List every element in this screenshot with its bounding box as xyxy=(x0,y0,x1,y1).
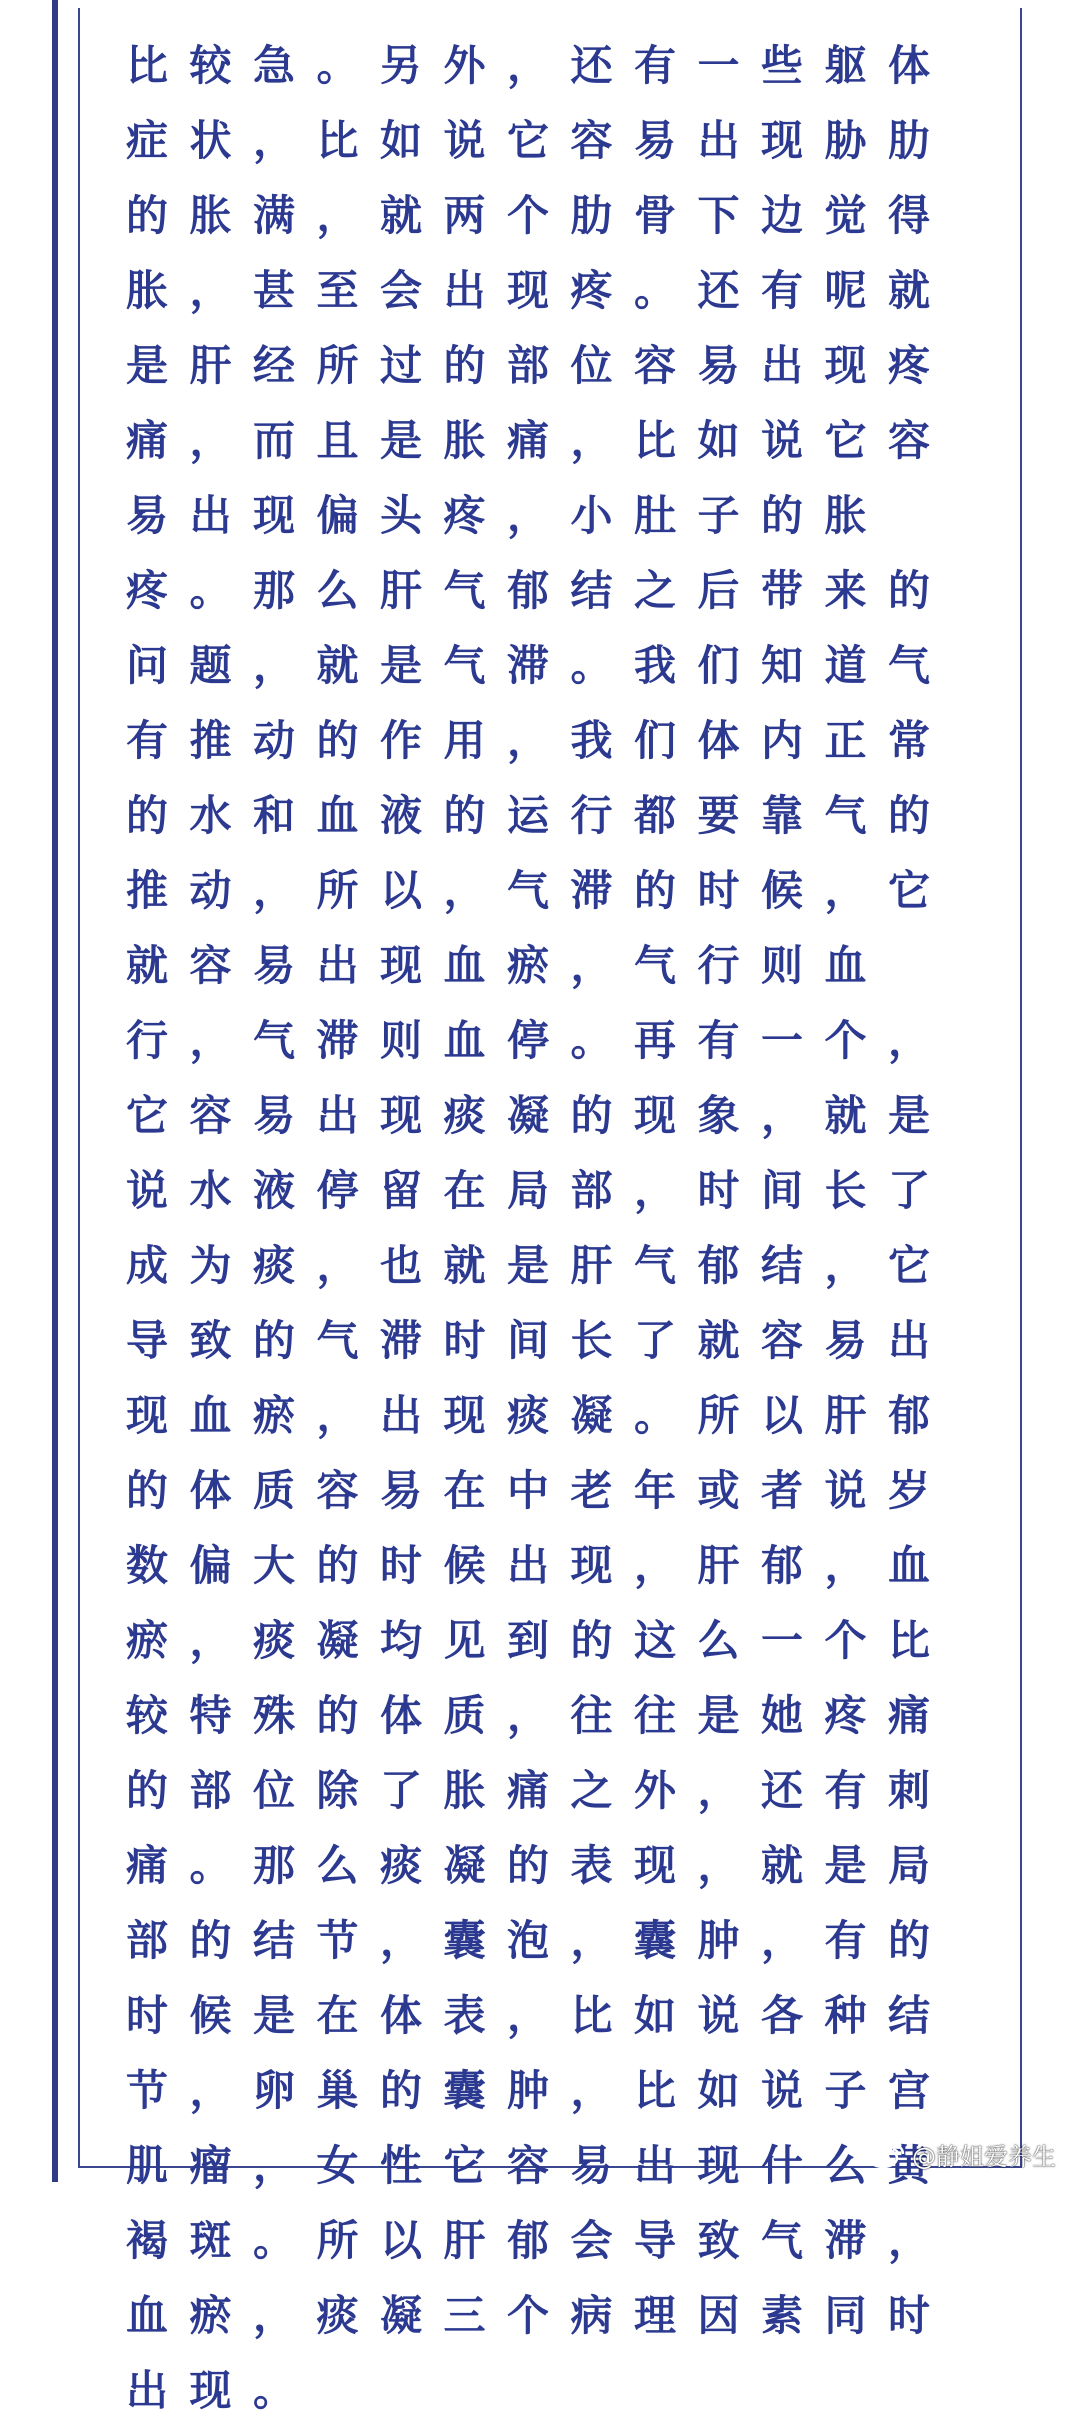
weibo-icon xyxy=(866,2141,906,2169)
article-paragraph: 比较急。另外，还有一些躯体症状，比如说它容易出现胁肋的胀满，就两个肋骨下边觉得胀，甚至会出现疼。还有呢就是肝经所过的部位容易出现疼痛，而且是胀痛，比如说它容易出现偏头疼，小肚子的胀疼。那么肝气郁结之后带来的问题，就是气滞。我们知道气有推动的作用，我们体内正常的水和血液的运行都要靠气的推动，所以，气滞的时候，它就容易出现血瘀，气行则血行，气滞则血停。再有一个，它容易出现痰凝的现象，就是说水液停留在局部，时间长了成为痰，也就是肝气郁结，它导致的气滞时间长了就容易出现血瘀，出现痰凝。所以肝郁的体质容易在中老年或者说岁数偏大的时候出现，肝郁，血瘀，痰凝均见到的这么一个比较特殊的体质，往往是她疼痛的部位除了胀痛之外，还有刺痛。那么痰凝的表现，就是局部的结节，囊泡，囊肿，有的时候是在体表，比如说各种结节，卵巢的囊肿，比如说子宫肌瘤，女性它容易出现什么黄褐斑。所以肝郁会导致气滞，血瘀，痰凝三个病理因素同时出现。 xyxy=(126,41,952,2415)
watermark-text: @静姐爱养生 xyxy=(912,2143,1056,2171)
watermark xyxy=(866,2137,1056,2172)
left-decorative-rule xyxy=(52,0,58,2182)
